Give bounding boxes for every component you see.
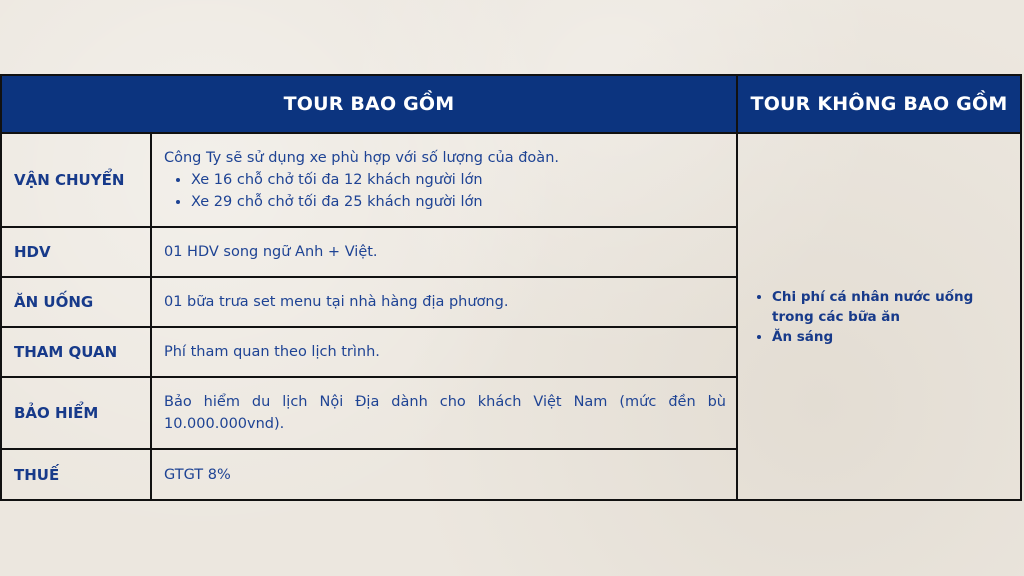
excluded-content: [738, 134, 1020, 499]
included-header: TOUR BAO GỒM: [2, 76, 736, 134]
table-row-insurance: [2, 378, 736, 450]
row-content: 01 HDV song ngữ Anh + Việt.: [164, 244, 378, 260]
row-content: [152, 134, 736, 226]
excluded-header: TOUR KHÔNG BAO GỒM: [738, 76, 1020, 134]
row-label: BẢO HIỂM: [2, 378, 152, 448]
row-content: Bảo hiểm du lịch Nội Địa dành cho khách Việt Nam (mức đền bù 10.000.000vnd).: [164, 394, 726, 432]
row-label: HDV: [2, 228, 152, 276]
row-label: THAM QUAN: [2, 328, 152, 376]
list-item: • Chi phí cá nhân nước uống trong các bữa ăn: [772, 287, 1008, 327]
row-content: 01 bữa trưa set menu tại nhà hàng địa phương.: [164, 294, 509, 310]
row-label: VẬN CHUYỂN: [2, 134, 152, 226]
row-content: GTGT 8%: [164, 466, 231, 483]
excluded-column: [738, 76, 1020, 499]
row-label: ĂN UỐNG: [2, 278, 152, 326]
list-item: • Xe 16 chỗ chở tối đa 12 khách người lớn: [191, 169, 726, 191]
tour-table: [0, 74, 1022, 501]
table-row-meals: [2, 278, 736, 328]
list-item: • Xe 29 chỗ chở tối đa 25 khách người lớn: [191, 191, 726, 213]
list-item: • Ăn sáng: [772, 327, 1008, 347]
transport-intro: Công Ty sẽ sử dụng xe phù hợp với số lượng của đoàn.: [164, 150, 559, 166]
transport-list: [164, 169, 726, 213]
table-row-tax: [2, 450, 736, 499]
table-row-sightseeing: [2, 328, 736, 378]
table-row-guide: [2, 228, 736, 278]
included-column: [2, 76, 738, 499]
excluded-list: [752, 287, 1008, 347]
table-row-transport: [2, 134, 736, 228]
row-content: Phí tham quan theo lịch trình.: [164, 344, 380, 360]
row-label: THUẾ: [2, 450, 152, 499]
